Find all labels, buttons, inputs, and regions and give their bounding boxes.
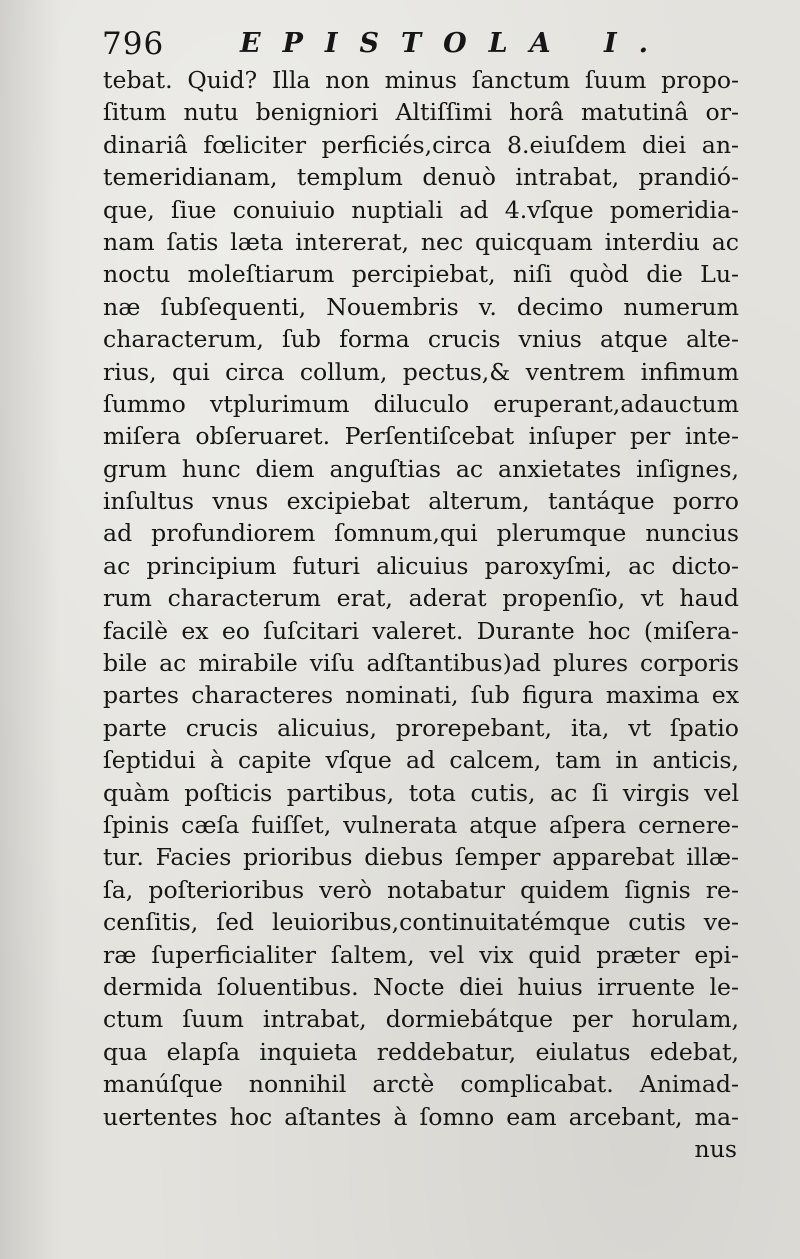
text-line: rius, qui circa collum, pectus,& ventrem infimum	[103, 357, 739, 386]
text-line: ſpinis cæſa fuiſſet, vulnerata atque aſpera cernere-	[103, 810, 739, 839]
text-line: que, ſiue conuiuio nuptiali ad 4.vſque pomeridia-	[103, 195, 739, 224]
text-line: noctu moleſtiarum percipiebat, niſi quòd die Lu-	[103, 260, 739, 289]
text-line: ad profundiorem ſomnum,qui plerumque nuncius	[103, 519, 739, 548]
text-line: ræ ſuperficialiter ſaltem, vel vix quid præter epi-	[103, 940, 739, 969]
text-line: tur. Facies prioribus diebus ſemper apparebat illæ-	[103, 843, 739, 872]
body-text	[103, 64, 739, 1165]
text-line: ſeptidui à capite vſque ad calcem, tam in anticis,	[103, 746, 739, 775]
text-line: nam ſatis læta intererat, nec quicquam interdiu ac	[103, 227, 739, 256]
text-line: partes characteres nominati, ſub figura maxima ex	[103, 681, 739, 710]
text-line: miſera obſeruaret. Perſentiſcebat inſuper per inte-	[103, 422, 739, 451]
text-line: characterum, ſub forma crucis vnius atque alte-	[103, 325, 739, 354]
text-line: temeridianam, templum denuò intrabat, prandió-	[103, 163, 739, 192]
text-line: uertentes hoc aſtantes à ſomno eam arcebant, ma-	[103, 1102, 739, 1131]
text-line: ſummo vtplurimum diluculo eruperant,adauctum	[103, 389, 739, 418]
text-line: cenſitis, ſed leuioribus,continuitatémque cutis ve-	[103, 908, 739, 937]
text-line: dermida ſoluentibus. Nocte diei huius irruente le-	[103, 972, 739, 1001]
text-line: ac principium futuri alicuius paroxyſmi, ac dicto-	[103, 551, 739, 580]
text-line: ſa, poſterioribus verò notabatur quidem ſignis re-	[103, 875, 739, 904]
text-line: quàm poſticis partibus, tota cutis, ac ſi virgis vel	[103, 778, 739, 807]
text-line: grum hunc diem anguſtias ac anxietates inſignes,	[103, 454, 739, 483]
text-line: ſitum nutu benigniori Altiſſimi horâ matutinâ or-	[103, 98, 739, 127]
page-header	[100, 24, 740, 64]
page-number: 796	[102, 26, 165, 62]
text-line: rum characterum erat, aderat propenſio, vt haud	[103, 584, 739, 613]
catchword: nus	[694, 1134, 737, 1163]
text-line: inſultus vnus excipiebat alterum, tantáque porro	[103, 487, 739, 516]
text-line: næ ſubſequenti, Nouembris v. decimo numerum	[103, 292, 739, 321]
text-line: parte crucis alicuius, prorepebant, ita, vt ſpatio	[103, 713, 739, 742]
running-title: EPISTOLA I.	[240, 28, 670, 59]
text-line: tebat. Quid? Illa non minus ſanctum ſuum propo-	[103, 66, 739, 94]
text-line: bile ac mirabile viſu adſtantibus)ad plures corporis	[103, 649, 739, 678]
text-line: dinariâ fœliciter perficiés,circa 8.eiuſdem diei an-	[103, 130, 739, 159]
text-line: facilè ex eo ſuſcitari valeret. Durante hoc (miſera-	[103, 616, 739, 645]
text-line: ctum ſuum intrabat, dormiebátque per horulam,	[103, 1005, 739, 1034]
text-line: manúſque nonnihil arctè complicabat. Animad-	[103, 1070, 739, 1099]
text-line: qua elapſa inquieta reddebatur, eiulatus edebat,	[103, 1037, 739, 1066]
